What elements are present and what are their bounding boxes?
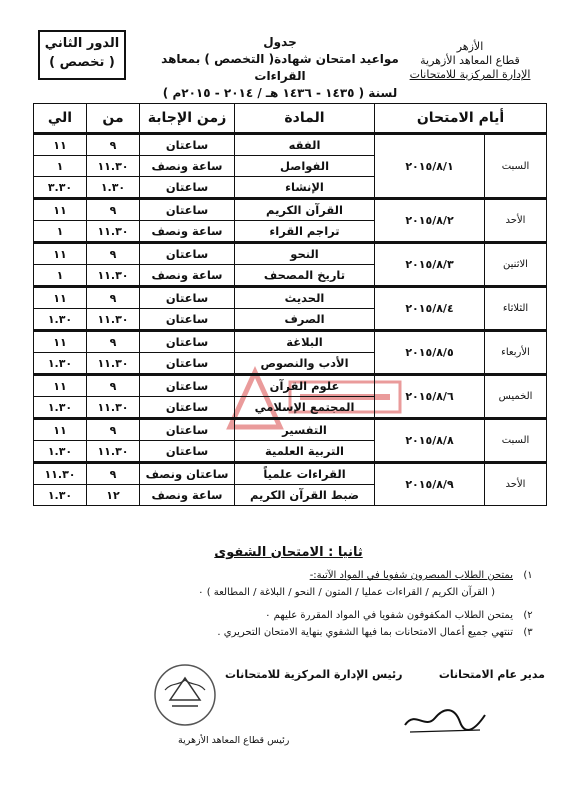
- subject-cell: الحديث: [235, 287, 375, 309]
- date-cell: ٢٠١٥/٨/١: [375, 134, 485, 199]
- header-subject: المادة: [235, 104, 375, 134]
- item-number: ٢): [523, 610, 533, 621]
- to-cell: ١١: [34, 199, 87, 221]
- from-cell: ٩: [87, 243, 140, 265]
- date-cell: ٢٠١٥/٨/٣: [375, 243, 485, 287]
- day-cell: الاثنين: [485, 243, 547, 287]
- duration-cell: ساعة ونصف: [140, 221, 235, 243]
- duration-cell: ساعتان: [140, 441, 235, 463]
- from-cell: ٩: [87, 331, 140, 353]
- table-row: [34, 243, 547, 265]
- signature-title-general-manager: مدير عام الامتحانات: [438, 668, 545, 681]
- to-cell: ١: [34, 156, 87, 177]
- from-cell: ١١.٣٠: [87, 397, 140, 419]
- to-cell: ١.٣٠: [34, 353, 87, 375]
- list-item: [35, 608, 535, 623]
- subject-cell: تراجم القراء: [235, 221, 375, 243]
- date-cell: ٢٠١٥/٨/٦: [375, 375, 485, 419]
- duration-cell: ساعتان: [140, 419, 235, 441]
- from-cell: ١.٣٠: [87, 177, 140, 199]
- header-days: أيام الامتحان: [375, 104, 547, 134]
- duration-cell: ساعتان ونصف: [140, 463, 235, 485]
- header-right-line-3: الإدارة المركزية للامتحانات: [409, 68, 531, 81]
- to-cell: ١١: [34, 243, 87, 265]
- to-cell: ١.٣٠: [34, 485, 87, 506]
- subject-cell: علوم القرآن: [235, 375, 375, 397]
- to-cell: ١: [34, 221, 87, 243]
- header-duration: زمن الإجابة: [140, 104, 235, 134]
- from-cell: ١١.٣٠: [87, 265, 140, 287]
- table-row: [34, 375, 547, 397]
- to-cell: ١.٣٠: [34, 441, 87, 463]
- subject-cell: الفواصل: [235, 156, 375, 177]
- header-title-line-1: جدول: [263, 35, 297, 49]
- duration-cell: ساعتان: [140, 331, 235, 353]
- date-cell: ٢٠١٥/٨/٨: [375, 419, 485, 463]
- header-title-block: [150, 34, 410, 102]
- subject-cell: الصرف: [235, 309, 375, 331]
- subject-cell: القراءات علمياً: [235, 463, 375, 485]
- table-header-row: [34, 104, 547, 134]
- header-title-line-2: مواعيد امتحان شهادة( التخصص ) بمعاهد القراءات: [161, 52, 399, 83]
- oral-exam-title: ثانيا : الامتحان الشفوى: [214, 545, 363, 560]
- round-box: [38, 30, 126, 80]
- item-number: ٣): [523, 627, 533, 638]
- item-text: يمتحن الطلاب المبصرون شفويا في المواد الآتية:-: [309, 570, 513, 581]
- duration-cell: ساعتان: [140, 177, 235, 199]
- to-cell: ١١: [34, 419, 87, 441]
- day-cell: السبت: [485, 134, 547, 199]
- duration-cell: ساعة ونصف: [140, 485, 235, 506]
- item-number: ١): [523, 570, 533, 581]
- subject-cell: التربية العلمية: [235, 441, 375, 463]
- from-cell: ٩: [87, 134, 140, 156]
- to-cell: ١.٣٠: [34, 397, 87, 419]
- round-box-line-2: ( تخصص ): [49, 55, 115, 70]
- day-cell: السبت: [485, 419, 547, 463]
- from-cell: ١٢: [87, 485, 140, 506]
- header-right-block: [395, 40, 545, 82]
- subject-cell: المجتمع الإسلامي: [235, 397, 375, 419]
- table-row: [34, 199, 547, 221]
- from-cell: ١١.٣٠: [87, 221, 140, 243]
- header-to: الي: [34, 104, 87, 134]
- subject-cell: القرآن الكريم: [235, 199, 375, 221]
- from-cell: ١١.٣٠: [87, 441, 140, 463]
- table-row: [34, 419, 547, 441]
- from-cell: ٩: [87, 287, 140, 309]
- duration-cell: ساعة ونصف: [140, 265, 235, 287]
- from-cell: ١١.٣٠: [87, 353, 140, 375]
- duration-cell: ساعتان: [140, 353, 235, 375]
- subject-cell: الإنشاء: [235, 177, 375, 199]
- duration-cell: ساعتان: [140, 199, 235, 221]
- duration-cell: ساعتان: [140, 397, 235, 419]
- to-cell: ١١: [34, 375, 87, 397]
- to-cell: ٣.٣٠: [34, 177, 87, 199]
- header-title-line-3: لسنة ( ١٤٣٥ - ١٤٣٦ هـ / ٢٠١٤ - ٢٠١٥م ): [162, 86, 398, 100]
- date-cell: ٢٠١٥/٨/٩: [375, 463, 485, 506]
- item-text: تنتهي جميع أعمال الامتحانات بما فيها الشفوي بنهاية الامتحان التحريري .: [217, 627, 513, 638]
- from-cell: ٩: [87, 419, 140, 441]
- list-item: [35, 568, 535, 583]
- subject-cell: الأدب والنصوص: [235, 353, 375, 375]
- official-seal-icon: [150, 660, 220, 730]
- duration-cell: ساعتان: [140, 287, 235, 309]
- to-cell: ١١: [34, 134, 87, 156]
- table-row: [34, 287, 547, 309]
- to-cell: ١١: [34, 331, 87, 353]
- day-cell: الأحد: [485, 463, 547, 506]
- from-cell: ٩: [87, 463, 140, 485]
- from-cell: ١١.٣٠: [87, 309, 140, 331]
- day-cell: الثلاثاء: [485, 287, 547, 331]
- date-cell: ٢٠١٥/٨/٤: [375, 287, 485, 331]
- from-cell: ١١.٣٠: [87, 156, 140, 177]
- to-cell: ١١.٣٠: [34, 463, 87, 485]
- subject-cell: النحو: [235, 243, 375, 265]
- day-cell: الأحد: [485, 199, 547, 243]
- oral-exam-items: [35, 568, 535, 642]
- subject-cell: التفسير: [235, 419, 375, 441]
- duration-cell: ساعتان: [140, 375, 235, 397]
- duration-cell: ساعتان: [140, 243, 235, 265]
- header-right-line-1: الأزهر: [456, 40, 484, 53]
- duration-cell: ساعتان: [140, 134, 235, 156]
- round-box-line-1: الدور الثاني: [44, 36, 120, 51]
- list-item: [35, 625, 535, 640]
- subject-cell: البلاغة: [235, 331, 375, 353]
- from-cell: ٩: [87, 375, 140, 397]
- header-right-line-2: قطاع المعاهد الأزهرية: [420, 54, 520, 67]
- day-cell: الأربعاء: [485, 331, 547, 375]
- item-text: يمتحن الطلاب المكفوفون شفويا في المواد المقررة عليهم ٠: [265, 610, 513, 621]
- to-cell: ١.٣٠: [34, 309, 87, 331]
- table-row: [34, 331, 547, 353]
- handwritten-signature: [400, 700, 490, 740]
- duration-cell: ساعتان: [140, 309, 235, 331]
- table-row: [34, 134, 547, 156]
- subject-cell: ضبط القرآن الكريم: [235, 485, 375, 506]
- to-cell: ١١: [34, 287, 87, 309]
- subject-cell: تاريخ المصحف: [235, 265, 375, 287]
- to-cell: ١: [34, 265, 87, 287]
- date-cell: ٢٠١٥/٨/٢: [375, 199, 485, 243]
- table-row: [34, 463, 547, 485]
- subject-cell: الفقه: [235, 134, 375, 156]
- exam-schedule-table: [33, 103, 547, 506]
- oral-subjects-line: ( القرآن الكريم / القراءات عمليا / المتون / النحو / البلاغة / المطالعة ) ٠: [198, 587, 495, 598]
- date-cell: ٢٠١٥/٨/٥: [375, 331, 485, 375]
- signature-title-central-admin: رئيس الإدارة المركزية للامتحانات: [225, 668, 403, 681]
- seal-caption: رئيس قطاع المعاهد الأزهرية: [178, 735, 290, 746]
- from-cell: ٩: [87, 199, 140, 221]
- day-cell: الخميس: [485, 375, 547, 419]
- duration-cell: ساعة ونصف: [140, 156, 235, 177]
- header-from: من: [87, 104, 140, 134]
- table-body: [34, 134, 547, 506]
